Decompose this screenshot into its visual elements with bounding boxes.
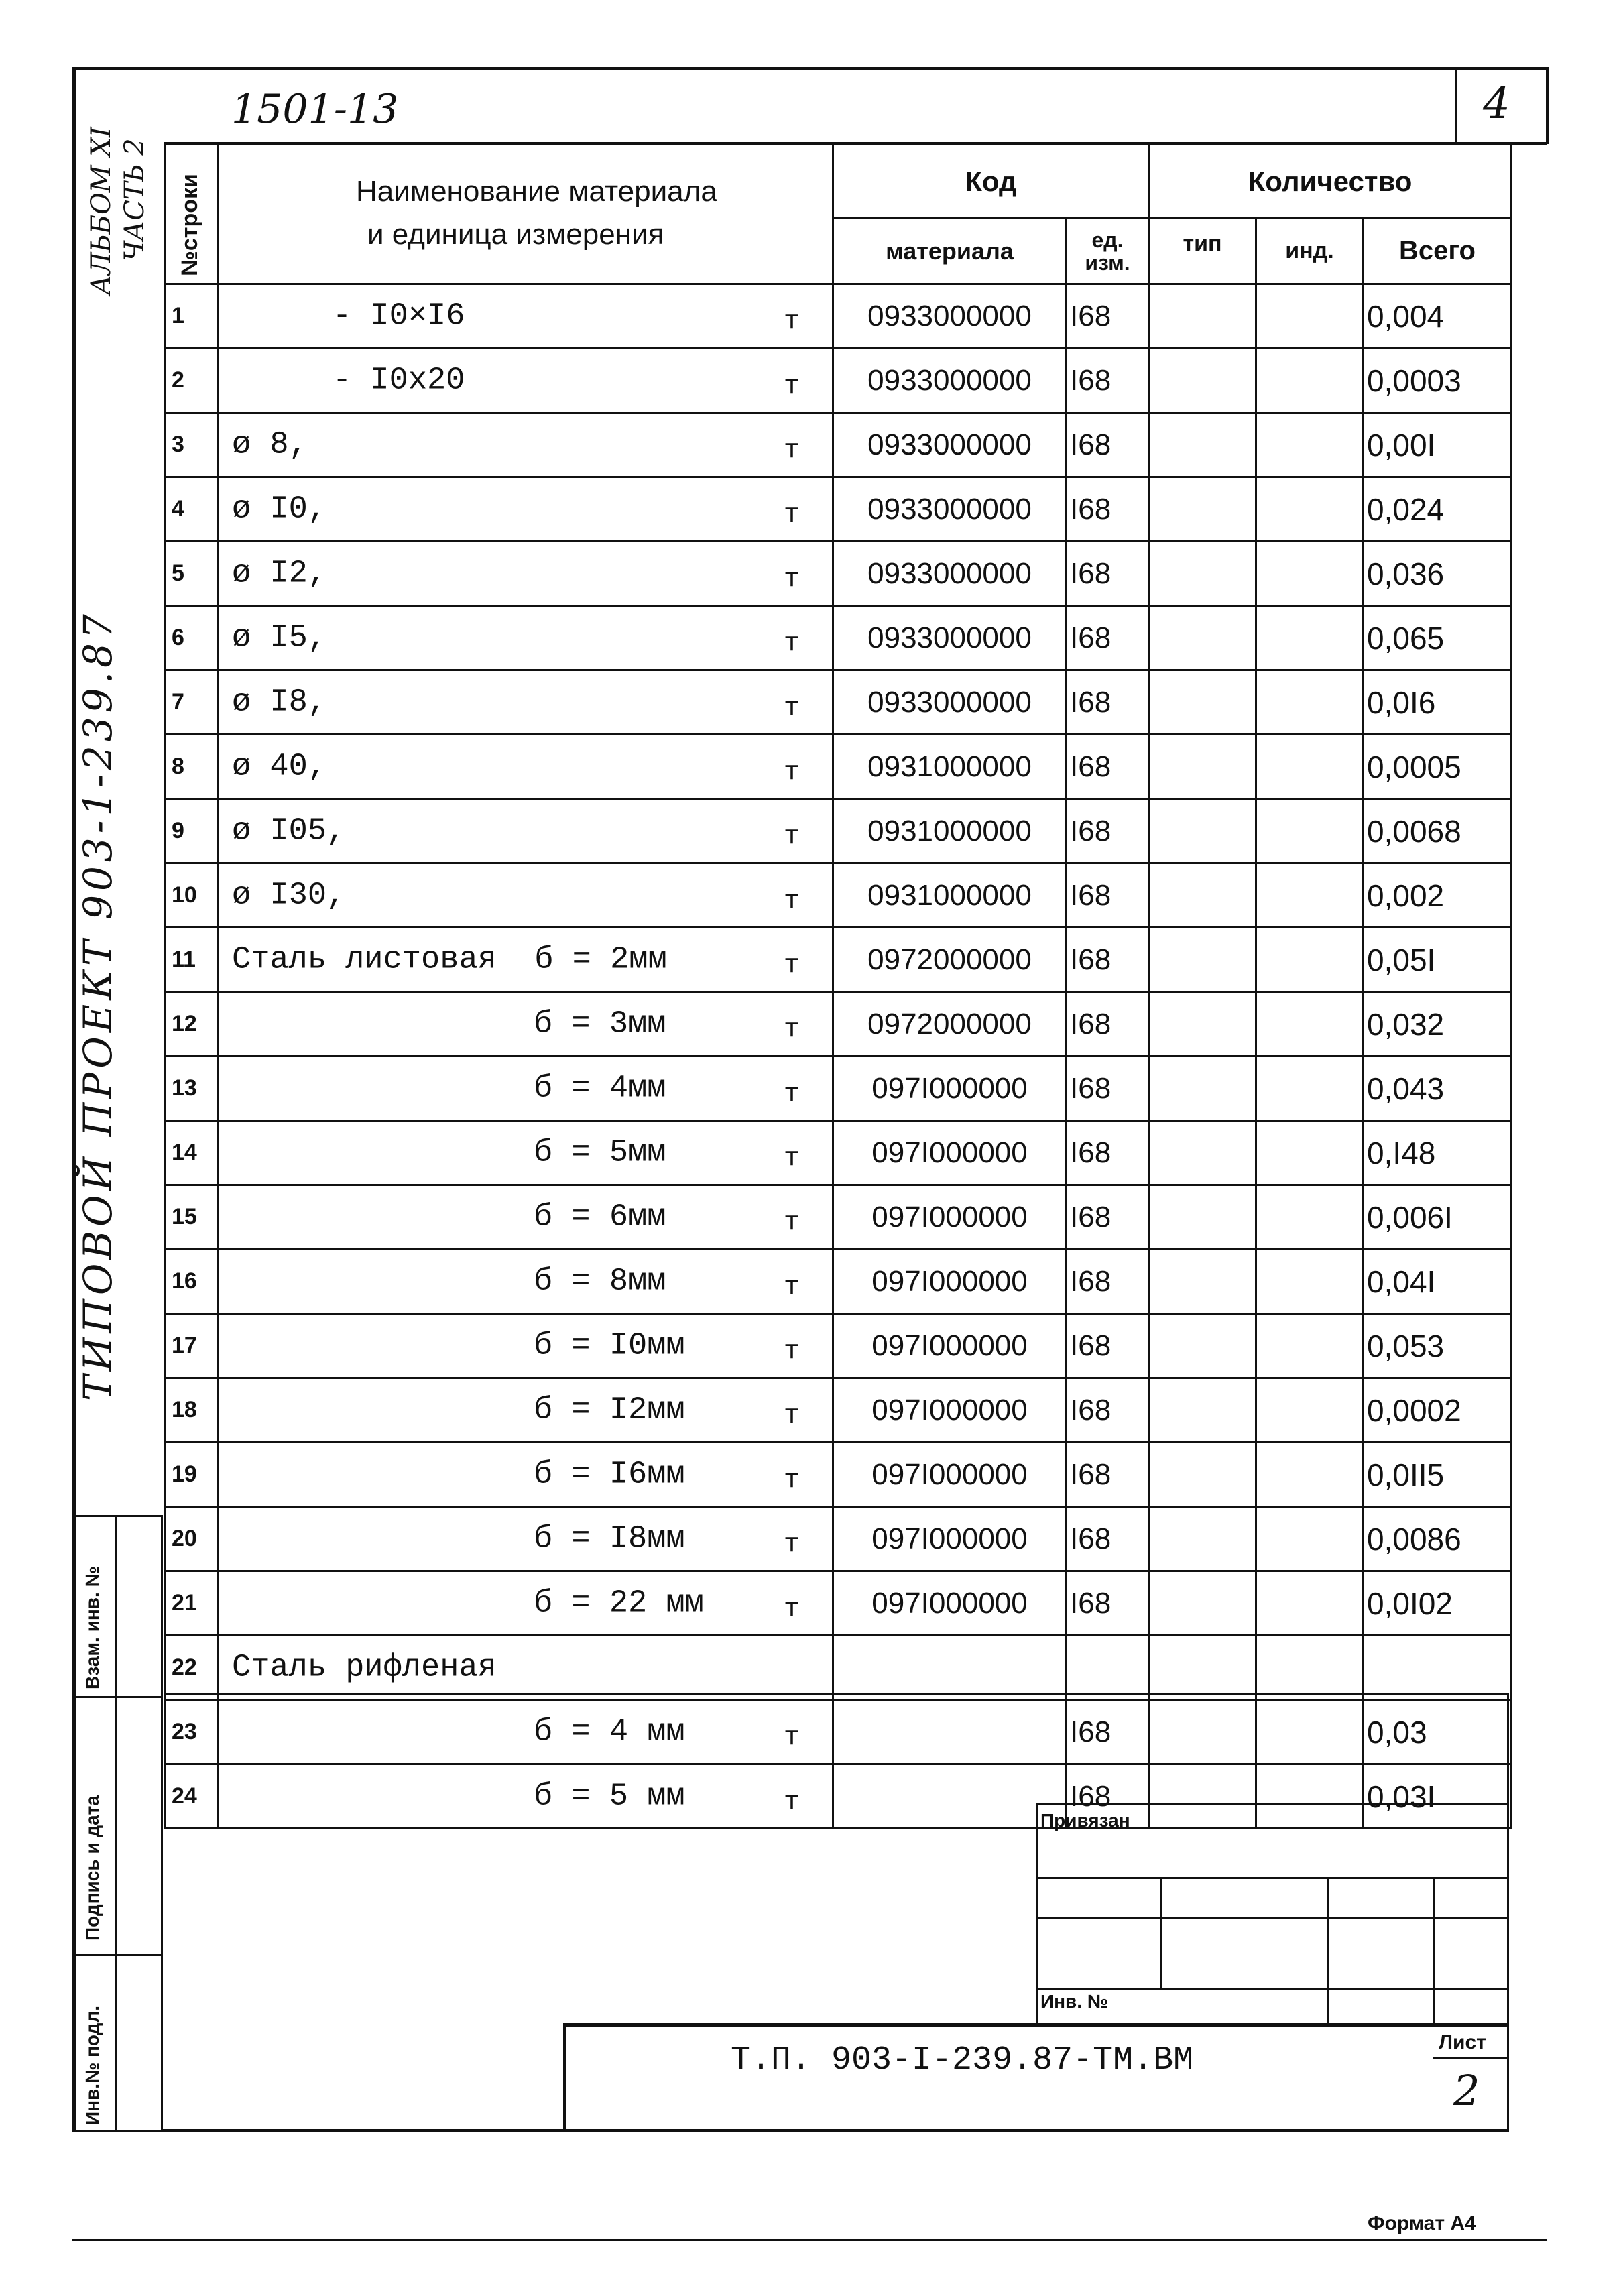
material-code: 0933000000: [833, 413, 1067, 477]
quantity-total: 0,032: [1364, 992, 1512, 1056]
quantity-individual: [1256, 928, 1364, 992]
sheet-number: 2: [1453, 2066, 1480, 2115]
material-name: б = 4мм: [534, 1071, 666, 1106]
material-code: 0931000000: [833, 863, 1067, 928]
stamp-column-mid-line: [115, 1515, 117, 2132]
material-name: ø I05,: [232, 813, 346, 849]
material-unit: т: [783, 629, 800, 659]
quantity-total: 0,03I: [1364, 1764, 1512, 1829]
material-name-cell: [218, 1507, 833, 1571]
quantity-total: 0,00I: [1364, 413, 1512, 477]
material-name: б = 8мм: [534, 1264, 666, 1299]
unit-of-measure-code: I68: [1067, 1185, 1149, 1250]
tb-sheet-line: [1433, 2057, 1508, 2059]
table-row: [166, 413, 1512, 477]
stamp-column-right-line: [161, 1515, 163, 2132]
table-row: [166, 1378, 1512, 1443]
unit-of-measure-code: I68: [1067, 413, 1149, 477]
table-row: [166, 1764, 1512, 1829]
material-name-cell: [218, 670, 833, 735]
stamp-label-replacement: Взам. инв. №: [82, 1566, 103, 1689]
material-unit: т: [783, 886, 800, 916]
quantity-individual: [1256, 1378, 1364, 1443]
material-code: 097I000000: [833, 1443, 1067, 1507]
header-row-number: №строки: [166, 145, 218, 284]
material-code: [833, 1764, 1067, 1829]
quantity-individual: [1256, 542, 1364, 606]
table-row: [166, 542, 1512, 606]
quantity-type: [1149, 284, 1256, 349]
material-name: ø I5,: [232, 620, 327, 656]
material-code: 097I000000: [833, 1250, 1067, 1314]
quantity-individual: [1256, 1571, 1364, 1636]
material-code: 097I000000: [833, 1121, 1067, 1185]
quantity-type: [1149, 606, 1256, 670]
quantity-total: 0,043: [1364, 1056, 1512, 1121]
material-unit: т: [783, 1079, 800, 1109]
header-code: Код: [833, 145, 1149, 219]
quantity-type: [1149, 1507, 1256, 1571]
header-qty-individual: инд.: [1256, 219, 1364, 284]
page-number-box-line: [1455, 67, 1457, 144]
header-qty-type: тип: [1149, 219, 1256, 284]
tb-vline-1: [1160, 1877, 1162, 1988]
row-number: 19: [166, 1443, 218, 1507]
quantity-type: [1149, 1636, 1256, 1700]
material-unit: т: [783, 1594, 800, 1624]
stamp-divider-2: [72, 1696, 161, 1698]
unit-of-measure-code: I68: [1067, 1250, 1149, 1314]
format-label: Формат А4: [1368, 2212, 1476, 2234]
quantity-total: 0,0I6: [1364, 670, 1512, 735]
unit-of-measure-code: I68: [1067, 799, 1149, 863]
material-name-cell: [218, 735, 833, 799]
quantity-individual: [1256, 284, 1364, 349]
row-number: 4: [166, 477, 218, 542]
quantity-total: 0,002: [1364, 863, 1512, 928]
material-code: 097I000000: [833, 1314, 1067, 1378]
material-code: 097I000000: [833, 1378, 1067, 1443]
material-name: б = I0мм: [534, 1328, 685, 1364]
row-number: 24: [166, 1764, 218, 1829]
quantity-total: 0,053: [1364, 1314, 1512, 1378]
unit-of-measure-code: I68: [1067, 477, 1149, 542]
material-unit: т: [783, 693, 800, 723]
quantity-type: [1149, 349, 1256, 413]
material-name-cell: [218, 1443, 833, 1507]
table-row: [166, 863, 1512, 928]
quantity-individual: [1256, 349, 1364, 413]
material-name: б = 4 мм: [534, 1714, 685, 1750]
project-note: ТИПОВОЙ ПРОЕКТ 903-1-239.87: [75, 610, 121, 1401]
row-number: 12: [166, 992, 218, 1056]
quantity-total: 0,065: [1364, 606, 1512, 670]
frame-bottom-line: [72, 2239, 1547, 2241]
table-row: [166, 477, 1512, 542]
material-name: б = 6мм: [534, 1199, 666, 1235]
quantity-total: 0,0I02: [1364, 1571, 1512, 1636]
inventory-label: Инв. №: [1040, 1991, 1109, 2012]
row-number: 22: [166, 1636, 218, 1700]
material-code: 097I000000: [833, 1056, 1067, 1121]
tb-vline-3: [1433, 1877, 1435, 2025]
material-unit: т: [783, 1530, 800, 1560]
table-row: [166, 799, 1512, 863]
header-code-uom: ед. изм.: [1067, 219, 1149, 284]
material-code: 0933000000: [833, 284, 1067, 349]
quantity-total: 0,0086: [1364, 1507, 1512, 1571]
quantity-individual: [1256, 1700, 1364, 1764]
material-unit: т: [783, 500, 800, 530]
unit-of-measure-code: I68: [1067, 670, 1149, 735]
material-name-cell: [218, 1700, 833, 1764]
quantity-total: 0,0II5: [1364, 1443, 1512, 1507]
material-name-cell: [218, 1636, 833, 1700]
quantity-individual: [1256, 863, 1364, 928]
row-number: 18: [166, 1378, 218, 1443]
quantity-individual: [1256, 606, 1364, 670]
material-name-cell: [218, 1378, 833, 1443]
quantity-individual: [1256, 1250, 1364, 1314]
quantity-type: [1149, 413, 1256, 477]
material-unit: т: [783, 371, 800, 402]
material-code: 0933000000: [833, 670, 1067, 735]
tb-line-3: [1036, 1988, 1508, 1990]
row-number: 8: [166, 735, 218, 799]
row-number: 9: [166, 799, 218, 863]
stamp-divider-4: [72, 2130, 161, 2132]
quantity-type: [1149, 1056, 1256, 1121]
material-name-cell: [218, 1571, 833, 1636]
material-name: б = 5 мм: [534, 1778, 685, 1814]
quantity-total: 0,03: [1364, 1700, 1512, 1764]
unit-of-measure-code: I68: [1067, 1378, 1149, 1443]
material-unit: т: [783, 1144, 800, 1174]
quantity-individual: [1256, 799, 1364, 863]
material-unit: т: [783, 1723, 800, 1753]
material-name-cell: [218, 928, 833, 992]
frame-top-line: [72, 67, 1549, 70]
quantity-individual: [1256, 1056, 1364, 1121]
row-number: 15: [166, 1185, 218, 1250]
material-code: [833, 1636, 1067, 1700]
row-number: 20: [166, 1507, 218, 1571]
material-name-cell: [218, 992, 833, 1056]
quantity-total: 0,024: [1364, 477, 1512, 542]
quantity-total: 0,05I: [1364, 928, 1512, 992]
quantity-type: [1149, 1378, 1256, 1443]
material-unit: т: [783, 758, 800, 788]
material-code: 097I000000: [833, 1571, 1067, 1636]
row-number: 16: [166, 1250, 218, 1314]
unit-of-measure-code: I68: [1067, 863, 1149, 928]
quantity-individual: [1256, 735, 1364, 799]
material-name-cell: [218, 606, 833, 670]
header-quantity: Количество: [1149, 145, 1512, 219]
quantity-type: [1149, 1314, 1256, 1378]
tb-left-line: [1036, 1803, 1038, 2025]
unit-of-measure-code: I68: [1067, 992, 1149, 1056]
material-unit: т: [783, 1401, 800, 1431]
row-number: 10: [166, 863, 218, 928]
header-qty-total: Всего: [1364, 219, 1512, 284]
header-code-material: материала: [833, 219, 1067, 284]
album-note-line1: АЛЬБОМ XI: [86, 127, 117, 295]
material-name-cell: [218, 413, 833, 477]
quantity-type: [1149, 1700, 1256, 1764]
material-name: б = 5мм: [534, 1135, 666, 1170]
material-name-cell: [218, 542, 833, 606]
tb-main-bottom-line: [161, 2129, 1508, 2132]
material-unit: т: [783, 1208, 800, 1238]
material-code: 0933000000: [833, 606, 1067, 670]
table-row: [166, 1056, 1512, 1121]
material-code: 0931000000: [833, 799, 1067, 863]
frame-right-line: [1546, 67, 1549, 144]
material-name-cell: [218, 1056, 833, 1121]
table-row: [166, 1185, 1512, 1250]
material-name: - I0×I6: [333, 298, 465, 334]
material-unit: т: [783, 1015, 800, 1045]
material-name-cell: [218, 1250, 833, 1314]
material-unit: т: [783, 1337, 800, 1367]
tb-top-line: [1036, 1803, 1508, 1805]
material-table: [164, 143, 1510, 1829]
tb-main-top-line: [563, 2023, 1508, 2027]
material-name-cell: [218, 1764, 833, 1829]
material-name: Сталь рифленая: [232, 1650, 497, 1685]
quantity-total: 0,0002: [1364, 1378, 1512, 1443]
quantity-total: 0,004: [1364, 284, 1512, 349]
quantity-type: [1149, 1250, 1256, 1314]
header-material-name: Наименование материала и единица измерения: [218, 145, 833, 284]
album-note-line2: ЧАСТЬ 2: [119, 138, 150, 261]
quantity-type: [1149, 1443, 1256, 1507]
table-row: [166, 670, 1512, 735]
row-number: 11: [166, 928, 218, 992]
unit-of-measure-code: I68: [1067, 542, 1149, 606]
row-number: 13: [166, 1056, 218, 1121]
quantity-total: 0,036: [1364, 542, 1512, 606]
quantity-type: [1149, 928, 1256, 992]
material-code: 097I000000: [833, 1507, 1067, 1571]
material-unit: т: [783, 1272, 800, 1303]
quantity-individual: [1256, 1121, 1364, 1185]
material-code: 0931000000: [833, 735, 1067, 799]
material-name-cell: [218, 349, 833, 413]
quantity-individual: [1256, 1764, 1364, 1829]
quantity-individual: [1256, 1636, 1364, 1700]
quantity-type: [1149, 1121, 1256, 1185]
material-unit: т: [783, 951, 800, 981]
row-number: 7: [166, 670, 218, 735]
table-row: [166, 349, 1512, 413]
table-row: [166, 1250, 1512, 1314]
row-number: 14: [166, 1121, 218, 1185]
row-number: 3: [166, 413, 218, 477]
row-number: 5: [166, 542, 218, 606]
unit-of-measure-code: I68: [1067, 1056, 1149, 1121]
material-unit: т: [783, 822, 800, 852]
unit-of-measure-code: I68: [1067, 1507, 1149, 1571]
page-number: 4: [1483, 79, 1510, 129]
material-name-cell: [218, 284, 833, 349]
quantity-individual: [1256, 670, 1364, 735]
tb-main-left-line: [563, 2023, 566, 2132]
quantity-type: [1149, 477, 1256, 542]
stamp-divider-1: [72, 1515, 161, 1517]
table-row: [166, 1314, 1512, 1378]
quantity-individual: [1256, 1314, 1364, 1378]
quantity-type: [1149, 1764, 1256, 1829]
unit-of-measure-code: I68: [1067, 1764, 1149, 1829]
material-name: б = 22 мм: [534, 1585, 704, 1621]
quantity-individual: [1256, 477, 1364, 542]
quantity-type: [1149, 1185, 1256, 1250]
material-name: ø I30,: [232, 878, 346, 913]
quantity-type: [1149, 670, 1256, 735]
table-row: [166, 1443, 1512, 1507]
quantity-individual: [1256, 1507, 1364, 1571]
unit-of-measure-code: I68: [1067, 606, 1149, 670]
quantity-type: [1149, 863, 1256, 928]
material-name-cell: [218, 1185, 833, 1250]
sheet-label: Лист: [1439, 2031, 1486, 2053]
unit-of-measure-code: I68: [1067, 1121, 1149, 1185]
bound-label: Привязан: [1040, 1810, 1130, 1831]
material-name: ø I0,: [232, 491, 327, 527]
quantity-type: [1149, 992, 1256, 1056]
quantity-type: [1149, 799, 1256, 863]
material-name: б = I8мм: [534, 1521, 685, 1557]
material-unit: т: [783, 1465, 800, 1496]
table-row: [166, 606, 1512, 670]
document-code: Т.П. 903-I-239.87-ТМ.ВМ: [731, 2041, 1194, 2079]
material-name: ø I2,: [232, 556, 327, 591]
material-name: ø I8,: [232, 684, 327, 720]
material-code: [833, 1700, 1067, 1764]
quantity-total: 0,0003: [1364, 349, 1512, 413]
unit-of-measure-code: I68: [1067, 735, 1149, 799]
table-row: [166, 1571, 1512, 1636]
row-number: 1: [166, 284, 218, 349]
tb-line-1: [1036, 1877, 1508, 1879]
material-name-cell: [218, 863, 833, 928]
material-code: 0972000000: [833, 928, 1067, 992]
table-row: [166, 928, 1512, 992]
unit-of-measure-code: I68: [1067, 1314, 1149, 1378]
row-number: 23: [166, 1700, 218, 1764]
quantity-type: [1149, 1571, 1256, 1636]
unit-of-measure-code: I68: [1067, 1571, 1149, 1636]
quantity-total: 0,0068: [1364, 799, 1512, 863]
unit-of-measure-code: [1067, 1636, 1149, 1700]
material-name-cell: [218, 1121, 833, 1185]
material-unit: т: [783, 1787, 800, 1817]
quantity-total: 0,I48: [1364, 1121, 1512, 1185]
table-row: [166, 1700, 1512, 1764]
material-name: ø 40,: [232, 749, 327, 784]
row-number: 2: [166, 349, 218, 413]
material-unit: т: [783, 436, 800, 466]
material-code: 097I000000: [833, 1185, 1067, 1250]
stamp-label-signature-date: Подпись и дата: [82, 1795, 103, 1941]
quantity-individual: [1256, 413, 1364, 477]
quantity-total: [1364, 1636, 1512, 1700]
material-name: б = I2мм: [534, 1392, 685, 1428]
unit-of-measure-code: I68: [1067, 1443, 1149, 1507]
table-bottom-line: [164, 1693, 1508, 1695]
unit-of-measure-code: I68: [1067, 349, 1149, 413]
material-name: Сталь листовая б = 2мм: [232, 942, 667, 977]
quantity-total: 0,04I: [1364, 1250, 1512, 1314]
title-block-right-line: [1507, 1693, 1509, 2132]
table-row: [166, 1121, 1512, 1185]
row-number: 21: [166, 1571, 218, 1636]
material-unit: т: [783, 564, 800, 595]
material-name-cell: [218, 1314, 833, 1378]
table-row: [166, 1507, 1512, 1571]
tb-line-2: [1036, 1917, 1508, 1919]
material-name: б = 3мм: [534, 1006, 666, 1042]
material-code: 0972000000: [833, 992, 1067, 1056]
unit-of-measure-code: I68: [1067, 1700, 1149, 1764]
unit-of-measure-code: I68: [1067, 284, 1149, 349]
material-name: ø 8,: [232, 427, 308, 463]
table-row: [166, 992, 1512, 1056]
table-row: [166, 1636, 1512, 1700]
quantity-individual: [1256, 1185, 1364, 1250]
table-row: [166, 284, 1512, 349]
stamp-divider-3: [72, 1954, 161, 1956]
material-name-cell: [218, 477, 833, 542]
row-number: 6: [166, 606, 218, 670]
material-code: 0933000000: [833, 542, 1067, 606]
material-name: - I0x20: [333, 363, 465, 398]
material-name: б = I6мм: [534, 1457, 685, 1492]
quantity-individual: [1256, 992, 1364, 1056]
tb-vline-2: [1327, 1877, 1329, 2025]
material-code: 0933000000: [833, 349, 1067, 413]
quantity-type: [1149, 542, 1256, 606]
material-name-cell: [218, 799, 833, 863]
table-row: [166, 735, 1512, 799]
stamp-label-original-inv: Инв.№ подл.: [82, 2005, 103, 2125]
quantity-total: 0,006I: [1364, 1185, 1512, 1250]
unit-of-measure-code: I68: [1067, 928, 1149, 992]
quantity-individual: [1256, 1443, 1364, 1507]
row-number: 17: [166, 1314, 218, 1378]
quantity-total: 0,0005: [1364, 735, 1512, 799]
material-code: 0933000000: [833, 477, 1067, 542]
inventory-number-handwritten: 1501-13: [231, 86, 399, 133]
material-unit: т: [783, 307, 800, 337]
quantity-type: [1149, 735, 1256, 799]
